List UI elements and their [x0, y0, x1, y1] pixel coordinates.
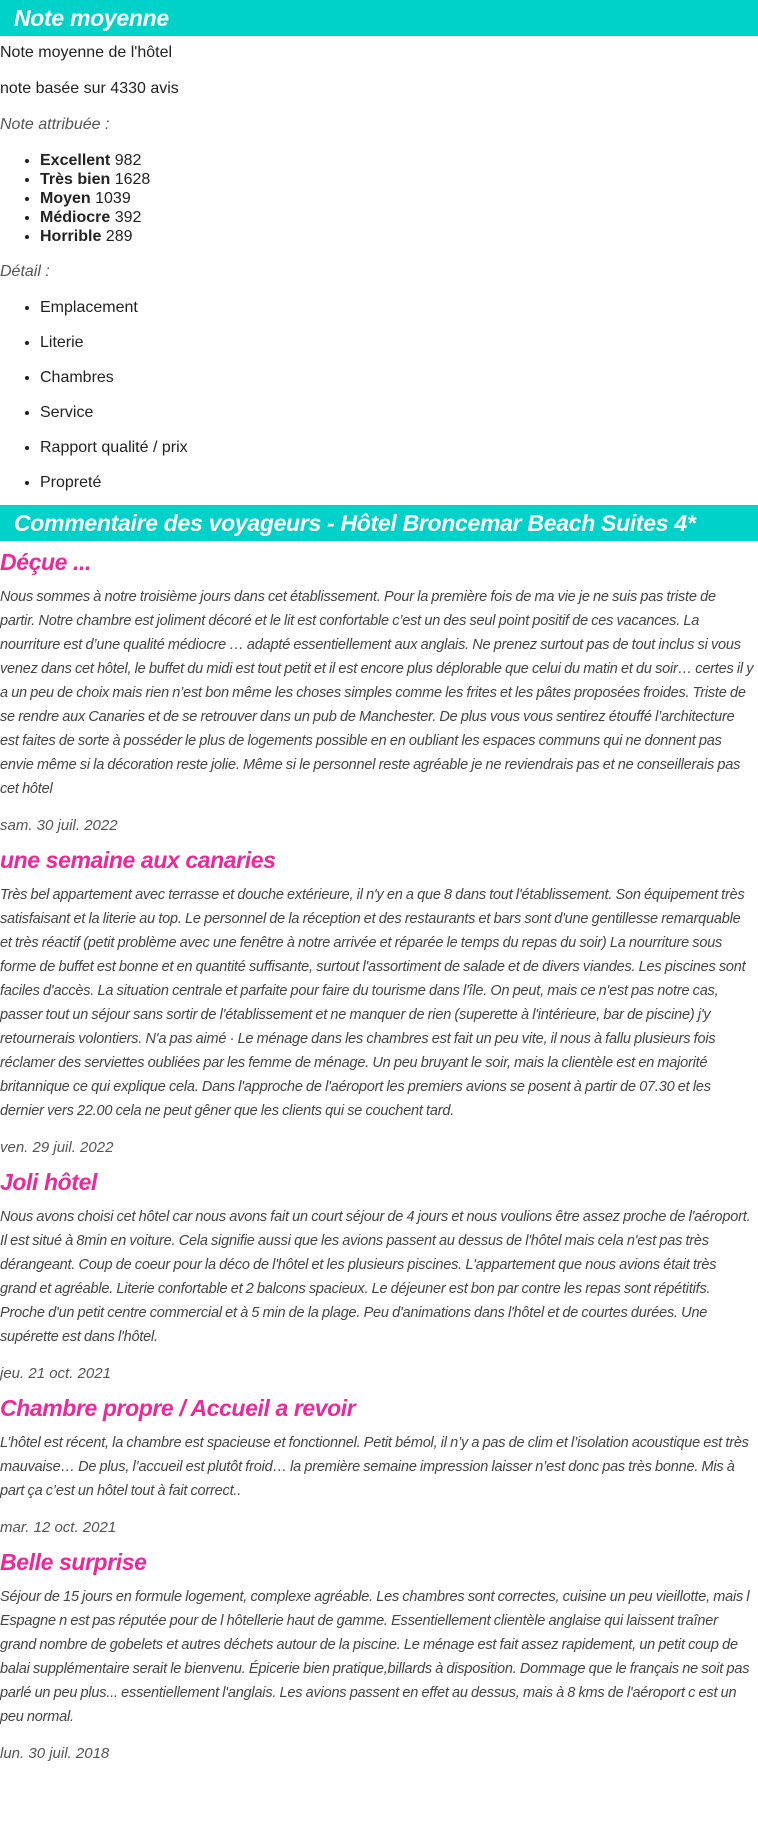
rating-label: Moyen — [40, 190, 91, 207]
review-date: ven. 29 juil. 2022 — [0, 1139, 114, 1156]
rating-item-moyen — [40, 189, 758, 208]
detail-item-proprete: • Propreté — [40, 473, 758, 493]
review-card — [0, 837, 758, 1159]
detail-criteria-list — [0, 298, 758, 493]
rating-item-horrible — [40, 227, 758, 246]
rating-count: 1039 — [95, 190, 131, 207]
rating-count: 1628 — [114, 171, 151, 188]
detail-item-rapport-qualite-prix: • Rapport qualité / prix — [40, 438, 758, 458]
review-title: Chambre propre / Accueil a revoir — [0, 1395, 356, 1421]
review-card — [0, 1385, 758, 1539]
review-title: Déçue ... — [0, 549, 91, 575]
review-card — [0, 1159, 758, 1385]
review-date: mar. 12 oct. 2021 — [0, 1519, 117, 1536]
review-text: Nous sommes à notre troisième jours dans cet établissement. Pour la première fois de ma vie je ne suis pas triste de partir. Notre chambre est joliment décoré et le lit est confortable c’est un des seul point positif de ces vacances. La nourriture est d’une qualité médiocre … adapté essentiellement aux anglais. Ne prenez surtout pas de tout inclus si vous venez dans cet hôtel, le buffet du midi est tout petit et il est encore plus déplorable que celui du matin et du soir… certes il y a un peu de choix mais rien n’est bon même les choses simples comme les frites et les pâtes proposées froides. Triste de se rendre aux Canaries et de se retrouver dans un pub de Manchester. De plus vous vous sentirez étouffé l’architecture est faites de sorte à posséder le plus de logements possible en en oubliant les espaces communs qui ne donnent pas envie même si la décoration reste jolie. Même si le personnel reste agréable je ne reviendrais pas et ne conseillerais pas cet hôtel — [0, 589, 754, 797]
detail-item-service: • Service — [40, 403, 758, 423]
average-rating-label: Note moyenne de l'hôtel — [0, 44, 173, 61]
rating-item-excellent — [40, 151, 758, 170]
rating-label: Très bien — [40, 171, 111, 188]
detail-label: Détail : — [0, 263, 50, 280]
review-card — [0, 1539, 758, 1765]
rating-label: Excellent — [40, 152, 111, 169]
rating-label: Horrible — [40, 228, 102, 245]
summary-header: Note moyenne — [0, 0, 758, 36]
review-title: Belle surprise — [0, 1549, 147, 1575]
rating-count: 392 — [114, 209, 142, 226]
rating-breakdown-list — [0, 151, 758, 246]
rating-count: 289 — [105, 228, 133, 245]
review-text: Très bel appartement avec terrasse et douche extérieure, il n'y en a que 8 dans tout l'établissement. Son équipement très satisfaisant et la literie au top. Le personnel de la réception et des restaurants et bars sont d'une gentillesse remarquable et très réactif (petit problème avec une fenêtre à notre arrivée et réparée le temps du repas du soir) La nourriture sous forme de buffet est bonne et en quantité suffisante, surtout l'assortiment de salade et de divers viandes. Les piscines sont faciles d'accès. La situation centrale et parfaite pour faire du tourisme dans l'île. On peut, mais ce n'est pas notre cas, passer tout un séjour sans sortir de l'établissement et ne manquer de rien (superette à l'intérieure, bar de piscine) j'y retournerais volontiers. N'a pas aimé · Le ménage dans les chambres est fait un peu vite, il nous à fallu plusieurs fois réclamer des serviettes oubliées par les femme de ménage. Un peu bruyant le soir, mais la clientèle est en majorité britannique ce qui explique cela. Dans l'approche de l'aéroport les premiers avions se posent à partir de 07.30 et les dernier vers 22.00 cela ne peut gêner que les clients qui se couchent tard. — [0, 887, 746, 1119]
review-title: Joli hôtel — [0, 1169, 97, 1195]
rating-item-tres-bien — [40, 170, 758, 189]
rating-label: Médiocre — [40, 209, 111, 226]
review-card — [0, 541, 758, 837]
reviews-list — [0, 541, 758, 1765]
review-count-text: note basée sur 4330 avis — [0, 80, 179, 97]
detail-item-emplacement: • Emplacement — [40, 298, 758, 318]
rating-count: 982 — [114, 152, 142, 169]
review-title: une semaine aux canaries — [0, 847, 276, 873]
review-text: Séjour de 15 jours en formule logement, complexe agréable. Les chambres sont correctes, cuisine un peu vieillotte, mais l Espagne n est pas réputée pour de l hôtellerie haut de gamme. Essentiellement clientèle anglaise qui laissent traîner grand nombre de gobelets et autres déchets autour de la piscine. Le ménage est fait assez rapidement, un petit coup de balai supplémentaire serait le bienvenu. Épicerie bien pratique,billards à disposition. Dommage que le français ne soit pas parlé un peu plus... essentiellement l'anglais. Les avions passent en effet au dessus, mais à 8 kms de l'aéroport c est un peu normal. — [0, 1589, 750, 1725]
review-text: L’hôtel est récent, la chambre est spacieuse et fonctionnel. Petit bémol, il n’y a pas de clim et l’isolation acoustique est très mauvaise… De plus, l’accueil est plutôt froid… la première semaine impression laisser n’est donc pas très bonne. Mis à part ça c’est un hôtel tout à fait correct.. — [0, 1435, 749, 1499]
review-date: lun. 30 juil. 2018 — [0, 1745, 110, 1762]
rating-item-mediocre — [40, 208, 758, 227]
attributed-rating-label: Note attribuée : — [0, 116, 110, 133]
reviews-header: Commentaire des voyageurs - Hôtel Broncemar Beach Suites 4* — [0, 505, 758, 541]
review-date: jeu. 21 oct. 2021 — [0, 1365, 111, 1382]
review-text: Nous avons choisi cet hôtel car nous avons fait un court séjour de 4 jours et nous voulions être assez proche de l'aéroport. Il est situé à 8min en voiture. Cela signifie aussi que les avions passent au dessus de l'hôtel mais cela n'est pas très dérangeant. Coup de coeur pour la déco de l'hôtel et les plusieurs piscines. L'appartement que nous avions était très grand et agréable. Literie confortable et 2 balcons spacieux. Le déjeuner est bon par contre les repas sont répétitifs. Proche d'un petit centre commercial et à 5 min de la plage. Peu d'animations dans l'hôtel et de courtes durées. Une supérette est dans l'hôtel. — [0, 1209, 751, 1345]
detail-item-chambres: • Chambres — [40, 368, 758, 388]
detail-item-literie: • Literie — [40, 333, 758, 353]
review-date: sam. 30 juil. 2022 — [0, 817, 118, 834]
